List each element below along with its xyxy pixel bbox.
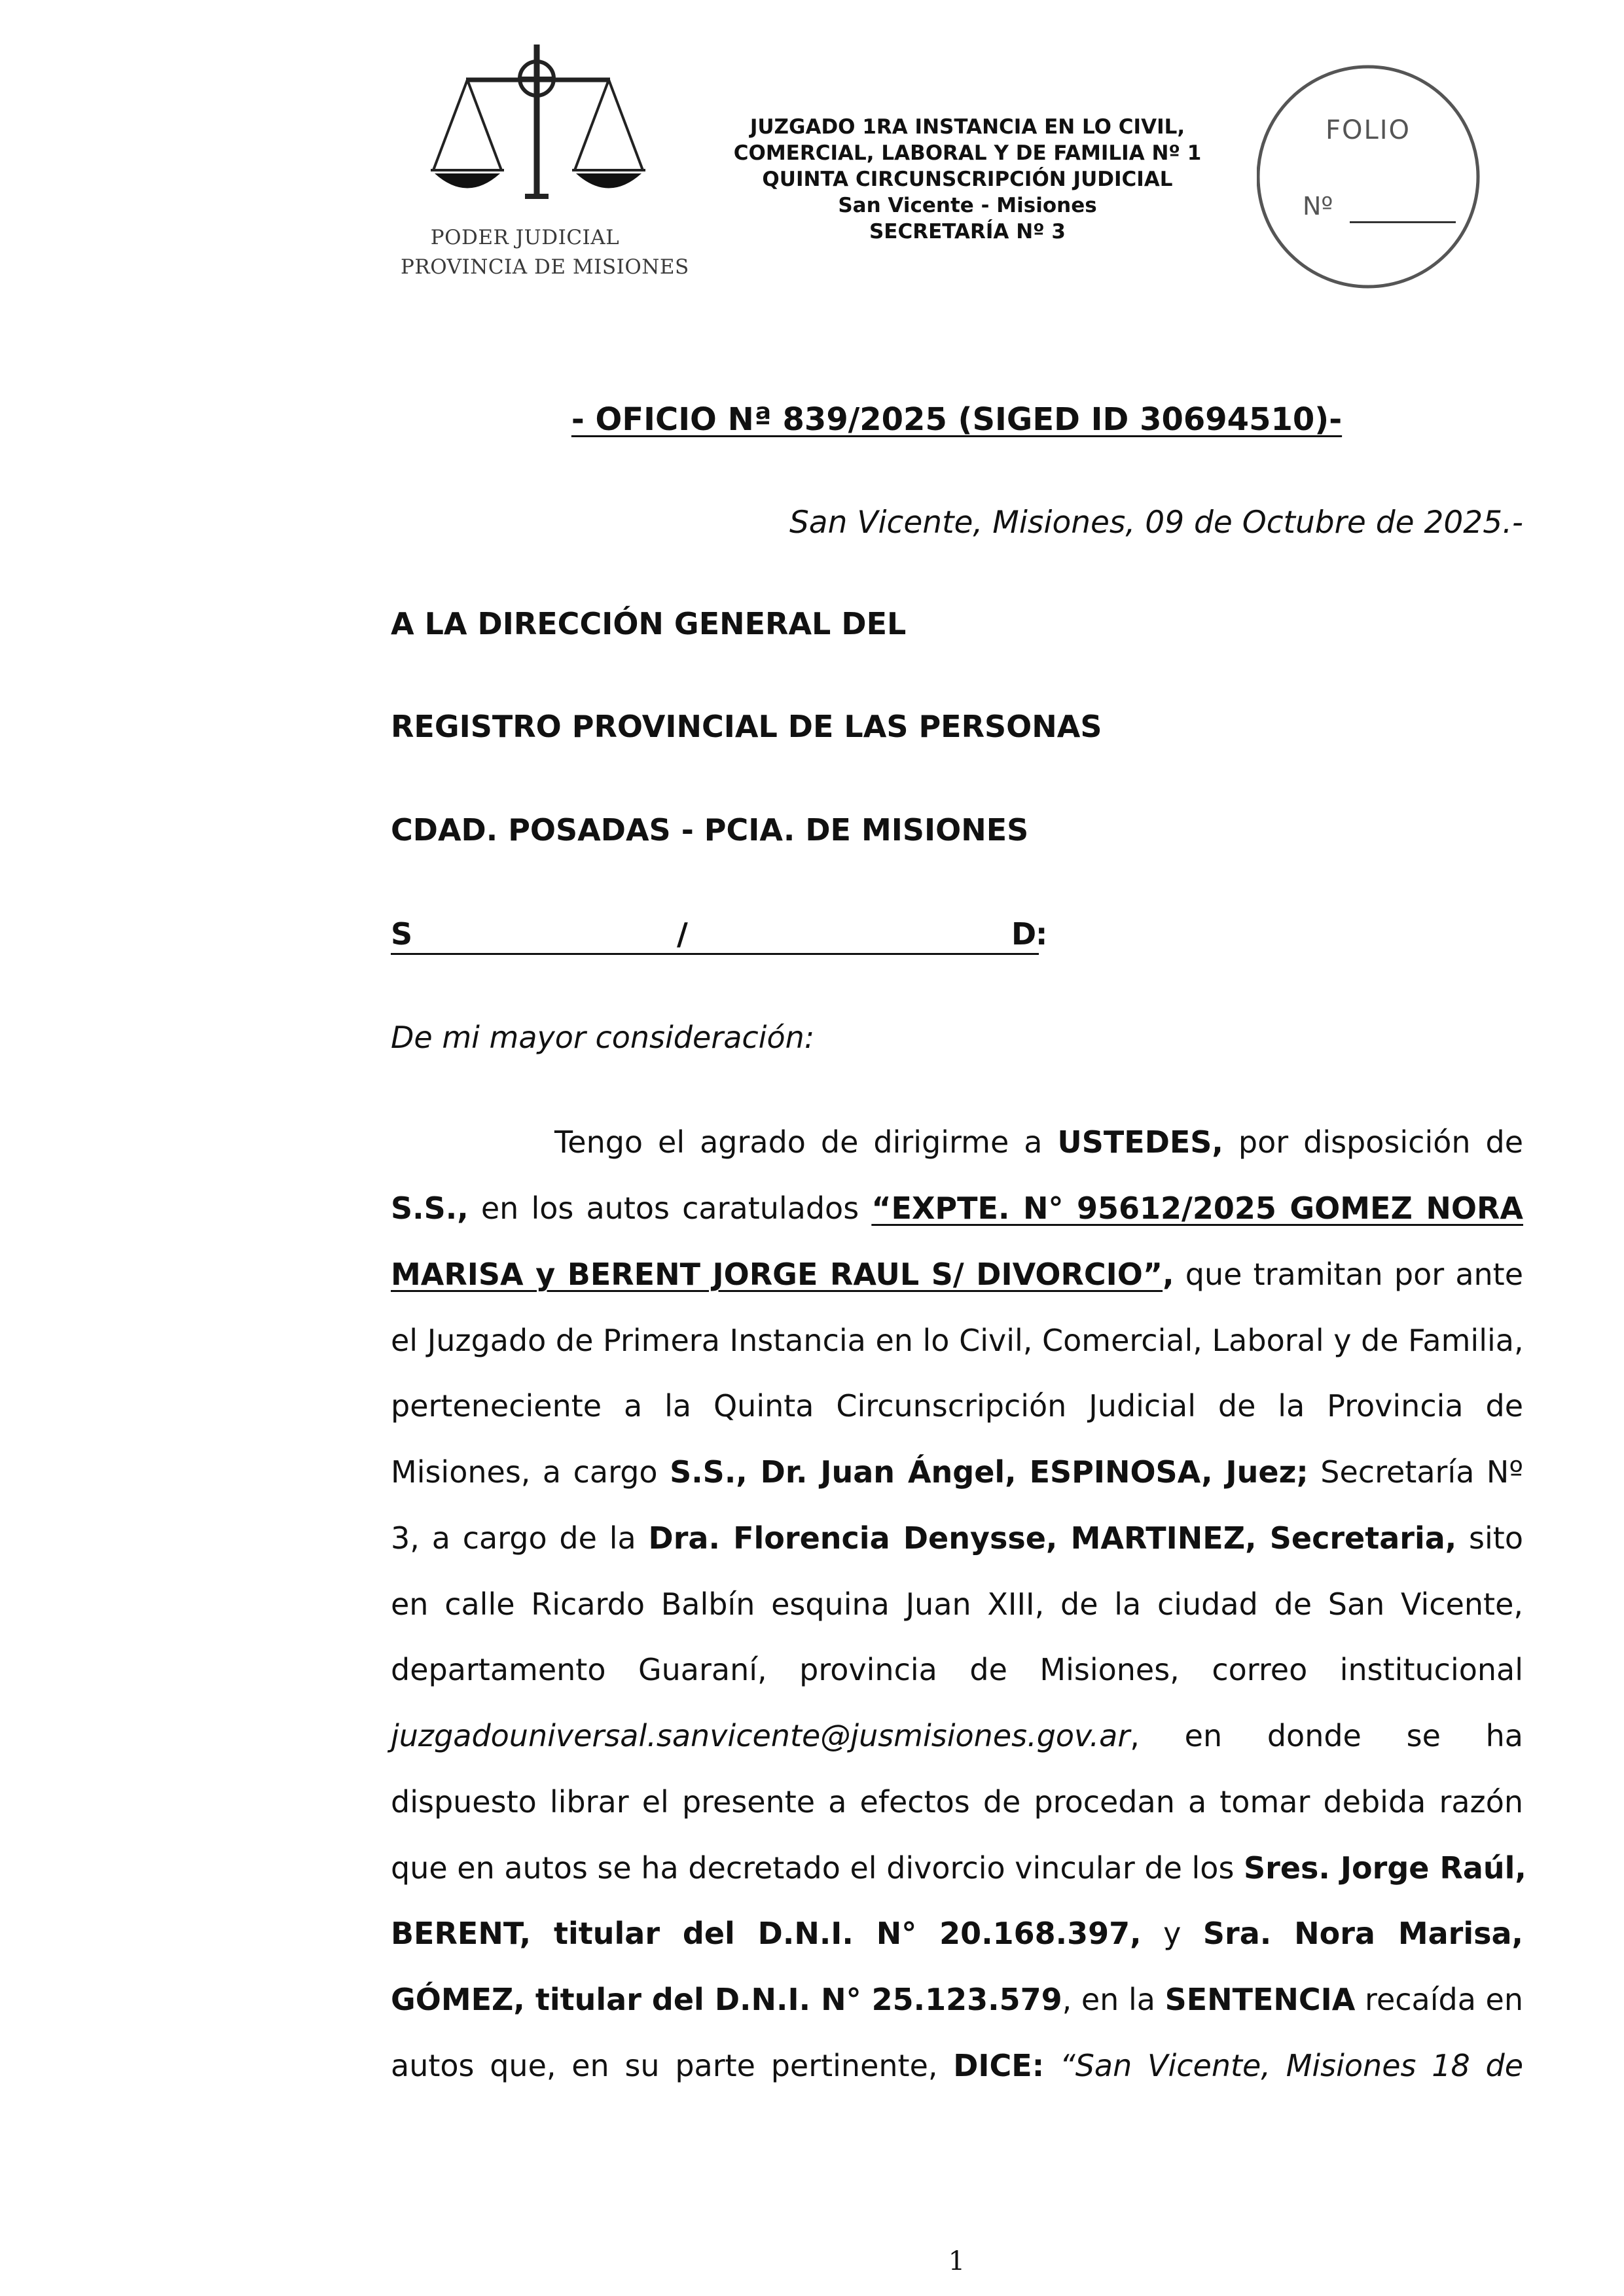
- case-title-part-2: MARISA y BERENT JORGE RAUL S/ DIVORCIO”: [391, 1257, 1163, 1292]
- judge-name: S.S., Dr. Juan Ángel, ESPINOSA, Juez;: [670, 1454, 1308, 1490]
- body-line-5: perteneciente a la Quinta Circunscripción Judicial de la Provincia de: [391, 1388, 1523, 1424]
- body-text-bold: S.S.,: [391, 1191, 469, 1226]
- page-number: 1: [948, 2246, 965, 2276]
- body-text: Secretaría Nº: [1308, 1454, 1523, 1490]
- date-line: San Vicente, Misiones, 09 de Octubre de 2025.-: [789, 505, 1523, 541]
- body-line-2: [391, 1190, 1523, 1227]
- body-text: 3, a cargo de la: [391, 1520, 649, 1556]
- oficio-title: [0, 401, 1624, 438]
- folio-stamp: [1257, 64, 1486, 293]
- body-line-13: [391, 1915, 1523, 1952]
- folio-circle-icon: [1257, 64, 1486, 293]
- party-name-1: Sres. Jorge Raúl,: [1244, 1850, 1526, 1886]
- body-text: que tramitan por ante: [1174, 1257, 1523, 1292]
- sd-underline: [391, 953, 1039, 955]
- court-header-line: QUINTA CIRCUNSCRIPCIÓN JUDICIAL: [762, 168, 1173, 191]
- body-line-8: en calle Ricardo Balbín esquina Juan XIII, de la ciudad de San Vicente,: [391, 1587, 1523, 1622]
- body-line-12: [391, 1850, 1526, 1886]
- body-line-15: [391, 2047, 1523, 2084]
- body-text: autos que, en su parte pertinente,: [391, 2048, 954, 2083]
- body-line-3: [391, 1256, 1523, 1293]
- body-text: en los autos caratulados: [468, 1191, 872, 1226]
- court-header-line: San Vicente - Misiones: [838, 194, 1097, 217]
- quoted-sentence-start: “San Vicente, Misiones 18 de: [1044, 2048, 1524, 2083]
- body-text-bold: ,: [1163, 1257, 1174, 1292]
- sd-slash: /: [677, 916, 688, 952]
- recipient-line-3: CDAD. POSADAS - PCIA. DE MISIONES: [391, 812, 1029, 848]
- party-name-2: Sra. Nora Marisa,: [1202, 1916, 1523, 1951]
- court-header: [693, 114, 1242, 245]
- dice-label: DICE:: [953, 2048, 1045, 2083]
- body-text: , en donde se ha: [1130, 1718, 1523, 1753]
- sentencia-label: SENTENCIA: [1164, 1982, 1356, 2017]
- logo-line-1: PODER JUDICIAL: [430, 226, 620, 249]
- sd-d: D: [1011, 916, 1037, 952]
- recipient-line-1: A LA DIRECCIÓN GENERAL DEL: [391, 606, 907, 641]
- body-text: por disposición de: [1223, 1124, 1523, 1160]
- body-text: Tengo el agrado de dirigirme a: [554, 1124, 1058, 1160]
- poder-judicial-logo: [401, 39, 689, 291]
- body-text: recaída en: [1355, 1982, 1523, 2017]
- sd-salutation: [391, 916, 1048, 953]
- body-text: , en la: [1062, 1982, 1165, 2017]
- court-header-line: JUZGADO 1RA INSTANCIA EN LO CIVIL,: [749, 115, 1185, 139]
- body-line-14: [391, 1981, 1523, 2018]
- body-text: sito: [1456, 1520, 1523, 1556]
- folio-label: FOLIO: [1325, 115, 1411, 145]
- body-text-bold: USTEDES,: [1057, 1124, 1223, 1160]
- body-line-9: departamento Guaraní, provincia de Misiones, correo institucional: [391, 1652, 1523, 1687]
- body-text: y: [1141, 1916, 1203, 1951]
- party-id-2: GÓMEZ, titular del D.N.I. N° 25.123.579: [391, 1982, 1062, 2017]
- sd-s: S: [391, 916, 413, 952]
- court-header-line: SECRETARÍA Nº 3: [869, 220, 1066, 243]
- body-line-7: [391, 1520, 1523, 1556]
- secretary-name: Dra. Florencia Denysse, MARTINEZ, Secretaria,: [648, 1520, 1457, 1556]
- sd-colon: :: [1036, 916, 1048, 952]
- greeting: De mi mayor consideración:: [391, 1020, 815, 1055]
- body-line-6: [391, 1454, 1523, 1490]
- body-line-10: [391, 1717, 1523, 1754]
- body-text: que en autos se ha decretado el divorcio vincular de los: [391, 1850, 1244, 1886]
- body-line-11: dispuesto librar el presente a efectos de procedan a tomar debida razón: [391, 1784, 1523, 1820]
- folio-number-blank: [1350, 221, 1456, 223]
- folio-number-label: Nº: [1303, 192, 1333, 221]
- body-line-4: el Juzgado de Primera Instancia en lo Civil, Comercial, Laboral y de Familia,: [391, 1323, 1524, 1358]
- oficio-title-text: - OFICIO Nª 839/2025 (SIGED ID 30694510)-: [571, 401, 1343, 438]
- recipient-line-2: REGISTRO PROVINCIAL DE LAS PERSONAS: [391, 709, 1102, 744]
- party-id-1: BERENT, titular del D.N.I. N° 20.168.397,: [391, 1916, 1142, 1951]
- scales-of-justice-icon: [427, 39, 649, 223]
- logo-line-2: PROVINCIA DE MISIONES: [401, 255, 689, 279]
- body-text: Misiones, a cargo: [391, 1454, 670, 1490]
- court-header-line: COMERCIAL, LABORAL Y DE FAMILIA Nº 1: [733, 141, 1202, 165]
- institutional-email: juzgadouniversal.sanvicente@jusmisiones.gov.ar: [391, 1718, 1130, 1753]
- body-line-1: [554, 1124, 1523, 1160]
- case-title-part-1: “EXPTE. N° 95612/2025 GOMEZ NORA: [871, 1191, 1523, 1226]
